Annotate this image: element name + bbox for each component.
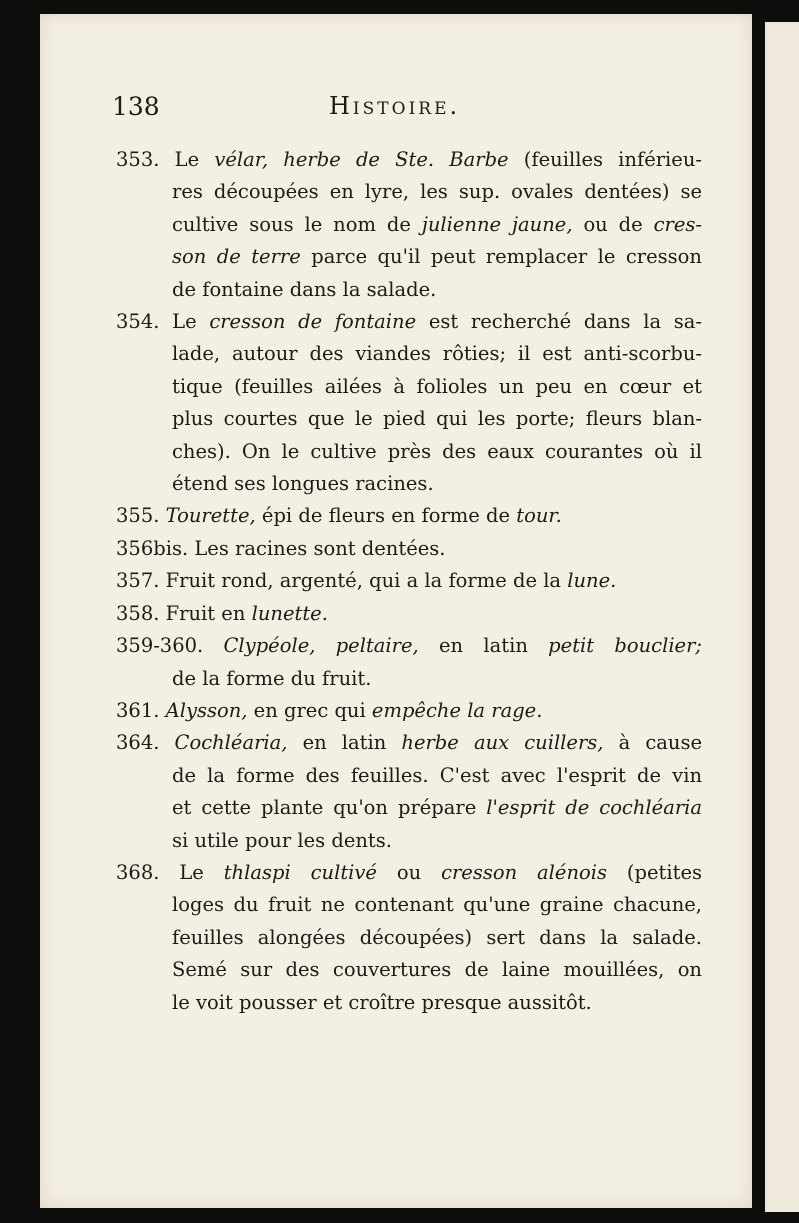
text-line <box>116 663 702 695</box>
italic-term: cresson de fontaine <box>209 310 417 334</box>
text-run: Semé sur des couvertures de laine mouillées, on <box>172 958 702 982</box>
text-line <box>116 338 702 370</box>
text-run: de fontaine dans la salade. <box>172 277 437 301</box>
italic-term: petit bouclier; <box>548 634 702 658</box>
text-line <box>116 176 702 208</box>
italic-term: tour. <box>516 504 562 528</box>
entry-paragraph <box>116 695 702 727</box>
page-number: 138 <box>112 92 160 121</box>
italic-term: julienne jaune, <box>421 212 573 236</box>
text-line <box>116 306 702 338</box>
text-line <box>116 533 702 565</box>
text-line <box>116 598 702 630</box>
text-run: 359-360. <box>116 634 224 658</box>
entry-paragraph <box>116 727 702 857</box>
text-run: 354. Le <box>116 310 210 334</box>
text-line <box>116 922 702 954</box>
italic-term: Alysson, <box>165 698 248 722</box>
text-run: tique (feuilles ailées à folioles un peu en cœur et <box>172 374 702 398</box>
italic-term: Clypéole, peltaire, <box>223 634 419 658</box>
text-run: en grec qui <box>247 698 372 722</box>
binding-gap <box>752 0 765 1223</box>
text-line <box>116 695 702 727</box>
text-line <box>116 565 702 597</box>
text-run: 356bis. Les racines sont dentées. <box>116 536 446 560</box>
text-run: (petites <box>607 860 703 884</box>
text-line <box>116 954 702 986</box>
text-run: lade, autour des viandes rôties; il est anti-scorbu- <box>172 342 702 366</box>
page-header <box>112 92 582 128</box>
text-line <box>116 241 702 273</box>
entry-paragraph <box>116 500 702 532</box>
italic-term: cres- <box>653 212 702 236</box>
text-line <box>116 209 702 241</box>
text-run: en latin <box>418 634 549 658</box>
text-run: 353. Le <box>116 148 215 171</box>
text-line <box>116 760 702 792</box>
entry-paragraph <box>116 630 702 695</box>
text-line <box>116 792 702 824</box>
italic-term: empêche la rage. <box>371 698 543 722</box>
entry-paragraph <box>116 565 702 597</box>
text-run: 368. Le <box>116 860 224 884</box>
running-head: Histoire. <box>329 92 461 120</box>
text-line <box>116 630 702 662</box>
text-line <box>116 500 702 532</box>
entry-paragraph <box>116 306 702 500</box>
text-run: feuilles alongées découpées) sert dans la salade. <box>172 925 702 949</box>
text-line <box>116 274 702 306</box>
facing-page-edge <box>765 22 799 1212</box>
entry-paragraph <box>116 857 702 1019</box>
text-run: (feuilles inférieu- <box>508 148 702 171</box>
text-line <box>116 403 702 435</box>
text-run: le voit pousser et croître presque aussitôt. <box>172 990 592 1014</box>
text-run: ou <box>376 860 442 884</box>
entry-paragraph <box>116 598 702 630</box>
text-run: en latin <box>287 731 402 755</box>
text-run: 361. <box>116 698 166 722</box>
text-line <box>116 468 702 500</box>
text-line <box>116 436 702 468</box>
text-run: 358. Fruit en <box>116 601 252 625</box>
text-run: et cette plante qu'on prépare <box>172 796 487 820</box>
body-text <box>116 144 702 1019</box>
text-run: 364. <box>116 731 175 755</box>
text-run: étend ses longues racines. <box>172 472 434 496</box>
text-line <box>116 857 702 889</box>
text-run: plus courtes que le pied qui les porte; fleurs blan- <box>172 407 702 431</box>
text-run: est recherché dans la sa- <box>416 310 702 334</box>
text-run: 357. Fruit rond, argenté, qui a la forme de la <box>116 569 568 593</box>
text-run: de la forme du fruit. <box>172 666 372 690</box>
italic-term: Tourette, <box>165 504 256 528</box>
italic-term: lune. <box>567 569 617 593</box>
text-line <box>116 727 702 759</box>
text-line <box>116 889 702 921</box>
text-run: épi de fleurs en forme de <box>255 504 517 528</box>
text-line <box>116 987 702 1019</box>
text-run: ou de <box>572 212 654 236</box>
text-run: à cause <box>603 731 702 755</box>
italic-term: l'esprit de cochléaria <box>486 796 703 820</box>
italic-term: Cochléaria, <box>174 731 288 755</box>
text-run: cultive sous le nom de <box>172 212 422 236</box>
italic-term: son de terre <box>172 245 301 269</box>
text-run: de la forme des feuilles. C'est avec l'esprit de vin <box>172 763 702 787</box>
text-run: res découpées en lyre, les sup. ovales dentées) se <box>172 180 702 204</box>
italic-term: vélar, herbe de Ste. Barbe <box>214 148 509 171</box>
text-run: parce qu'il peut remplacer le cresson <box>300 245 702 269</box>
text-line <box>116 825 702 857</box>
italic-term: lunette. <box>251 601 328 625</box>
text-line <box>116 371 702 403</box>
italic-term: cresson alénois <box>441 860 608 884</box>
italic-term: thlaspi cultivé <box>223 860 377 884</box>
text-run: ches). On le cultive près des eaux courantes où il <box>172 439 702 463</box>
italic-term: herbe aux cuillers, <box>401 731 604 755</box>
text-line <box>116 144 702 176</box>
entry-paragraph <box>116 533 702 565</box>
entry-paragraph <box>116 144 702 306</box>
text-run: loges du fruit ne contenant qu'une graine chacune, <box>172 893 702 917</box>
text-run: si utile pour les dents. <box>172 828 392 852</box>
text-run: 355. <box>116 504 166 528</box>
